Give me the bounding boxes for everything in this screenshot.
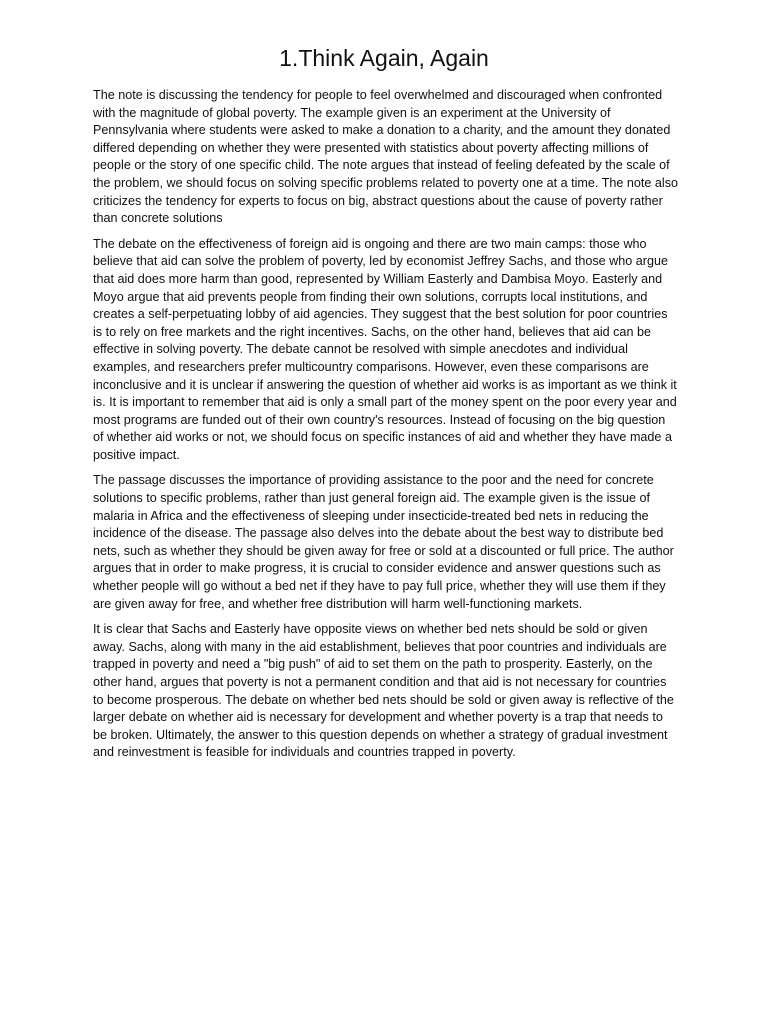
paragraph-3: The passage discusses the importance of providing assistance to the poor and the need for concrete solutions to specific problems, rather than just general foreign aid. The example given is the issue of malaria in Africa and the effectiveness of sleeping under insecticide-treated bed nets in reducing the incidence of the disease. The passage also delves into the debate about the best way to distribute bed nets, such as whether they should be given away for free or sold at a discounted or full price. The author argues that in order to make progress, it is crucial to consider evidence and answer questions such as whether people will go without a bed net if they have to pay full price, whether they will use them if they are given away for free, and whether free distribution will harm well-functioning markets. bbox=[93, 473, 674, 611]
paragraph-2: The debate on the effectiveness of foreign aid is ongoing and there are two main camps: those who believe that aid can solve the problem of poverty, led by economist Jeffrey Sachs, and those who argue that aid does more harm than good, represented by William Easterly and Dambisa Moyo. Easterly and Moyo argue that aid prevents people from finding their own solutions, corrupts local institutions, and creates a self-perpetuating lobby of aid agencies. They suggest that the best solution for poor countries is to rely on free markets and the right incentives. Sachs, on the other hand, believes that aid can be effective in solving poverty. The debate cannot be resolved with simple anecdotes and individual examples, and researchers prefer multicountry comparisons. However, even these comparisons are inconclusive and it is unclear if answering the question of whether aid works is as important as we think it is. It is important to remember that aid is only a small part of the money spent on the poor every year and most programs are funded out of their own country's resources. Instead of focusing on the big question of whether aid works or not, we should focus on specific instances of aid and whether they have made a positive impact. bbox=[93, 236, 677, 462]
document-body bbox=[93, 87, 678, 770]
document-title: 1.Think Again, Again bbox=[279, 45, 489, 71]
paragraph-1: The note is discussing the tendency for people to feel overwhelmed and discouraged when confronted with the magnitude of global poverty. The example given is an experiment at the University of Pennsylvania where students were asked to make a donation to a charity, and the amount they donated differed depending on whether they were presented with statistics about poverty affecting millions of people or the story of one specific child. The note argues that instead of feeling defeated by the scale of the problem, we should focus on solving specific problems related to poverty one at a time. The note also criticizes the tendency for experts to focus on big, abstract questions about the cause of poverty rather than concrete solutions bbox=[93, 88, 679, 226]
paragraph-4: It is clear that Sachs and Easterly have opposite views on whether bed nets should be sold or given away. Sachs, along with many in the aid establishment, believes that poor countries and individuals are trapped in poverty and need a "big push" of aid to set them on the path to prosperity. Easterly, on the other hand, argues that poverty is not a permanent condition and that aid is not necessary for countries to become prosperous. The debate on whether bed nets should be sold or given away is reflective of the larger debate on whether aid is necessary for development and whether poverty is a trap that needs to be broken. Ultimately, the answer to this question depends on whether a strategy of gradual investment and reinvestment is feasible for individuals and countries trapped in poverty. bbox=[93, 622, 674, 760]
